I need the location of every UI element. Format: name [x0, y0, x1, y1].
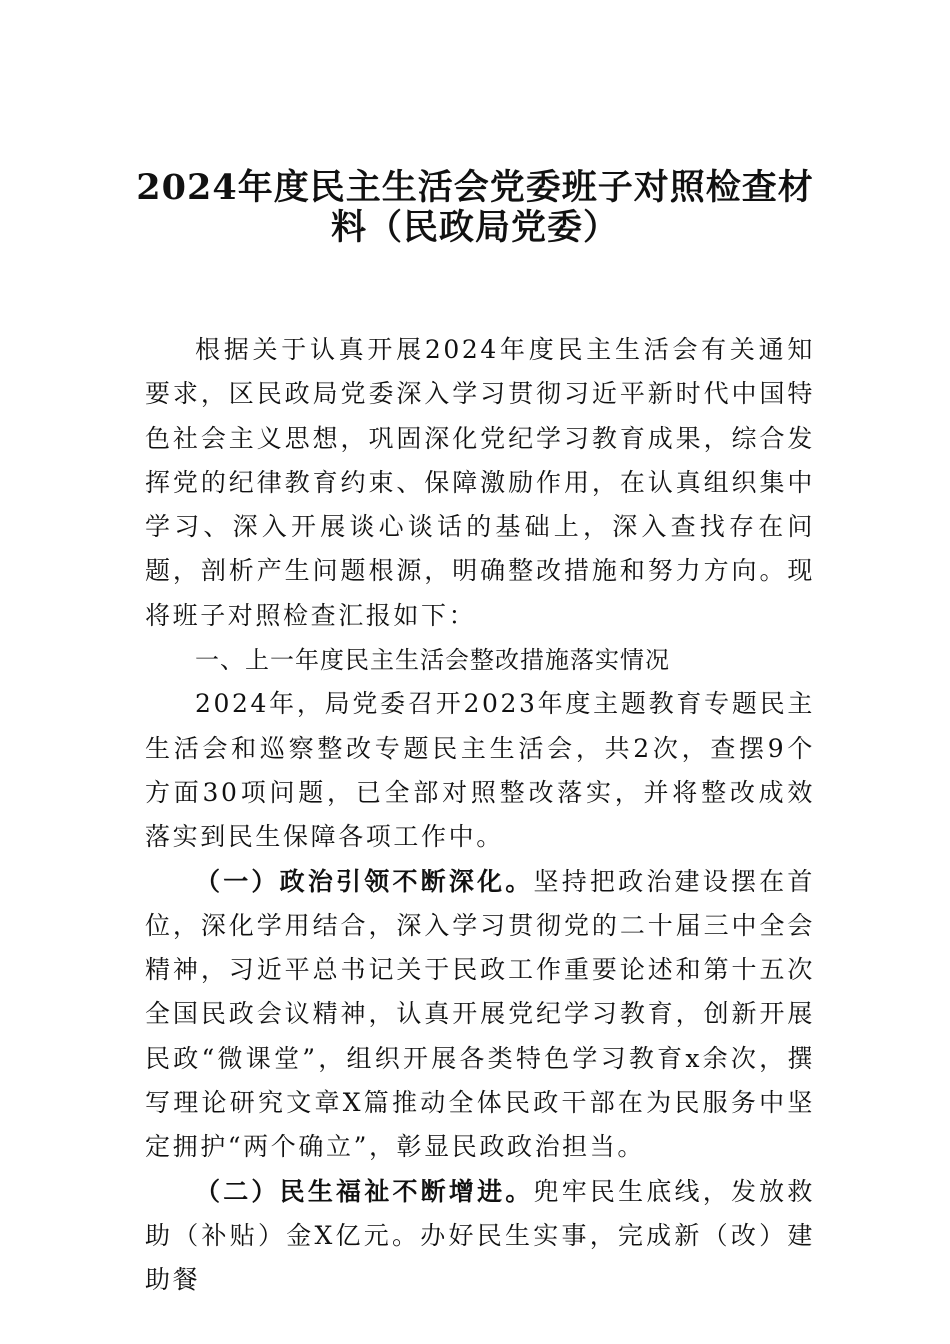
- section-1-paragraph: 2024年，局党委召开2023年度主题教育专题民主生活会和巡察整改专题民主生活会，共2次，查摆9个方面30项问题，已全部对照整改落实，并将整改成效落实到民生保障各项工作中。: [145, 689, 815, 852]
- item-1-paragraph: [145, 860, 815, 1170]
- document-title-line-1: 2024年度民主生活会党委班子对照检查材: [136, 167, 814, 208]
- item-1-body: 坚持把政治建设摆在首位，深化学用结合，深入学习贯彻党的二十届三中全会精神，习近平总书记关于民政工作重要论述和第十五次全国民政会议精神，认真开展党纪学习教育，创新开展民政“微课堂”，组织开展各类特色学习教育x余次，撰写理论研究文章X篇推动全体民政干部在为民服务中坚定拥护“两个确立”，彰显民政政治担当。: [145, 866, 815, 1162]
- item-1-lead: （一）政治引领不断深化。: [195, 866, 534, 896]
- item-2-paragraph: [145, 1170, 815, 1303]
- document-body: [145, 328, 815, 1303]
- section-heading-1: 一、上一年度民主生活会整改措施落实情况: [195, 646, 670, 675]
- document-title-line-2: 料（民政局党委）: [330, 207, 619, 248]
- intro-paragraph: 根据关于认真开展2024年度民主生活会有关通知要求，区民政局党委深入学习贯彻习近平新时代中国特色社会主义思想，巩固深化党纪学习教育成果，综合发挥党的纪律教育约束、保障激励作用，在认真组织集中学习、深入开展谈心谈话的基础上，深入查找存在问题，剖析产生问题根源，明确整改措施和努力方向。现将班子对照检查汇报如下：: [145, 335, 815, 630]
- item-2-lead: （二）民生福祉不断增进。: [195, 1176, 534, 1206]
- item-2-body: 兜牢民生底线，发放救助（补贴）金X亿元。办好民生实事，完成新（改）建助餐: [145, 1176, 815, 1295]
